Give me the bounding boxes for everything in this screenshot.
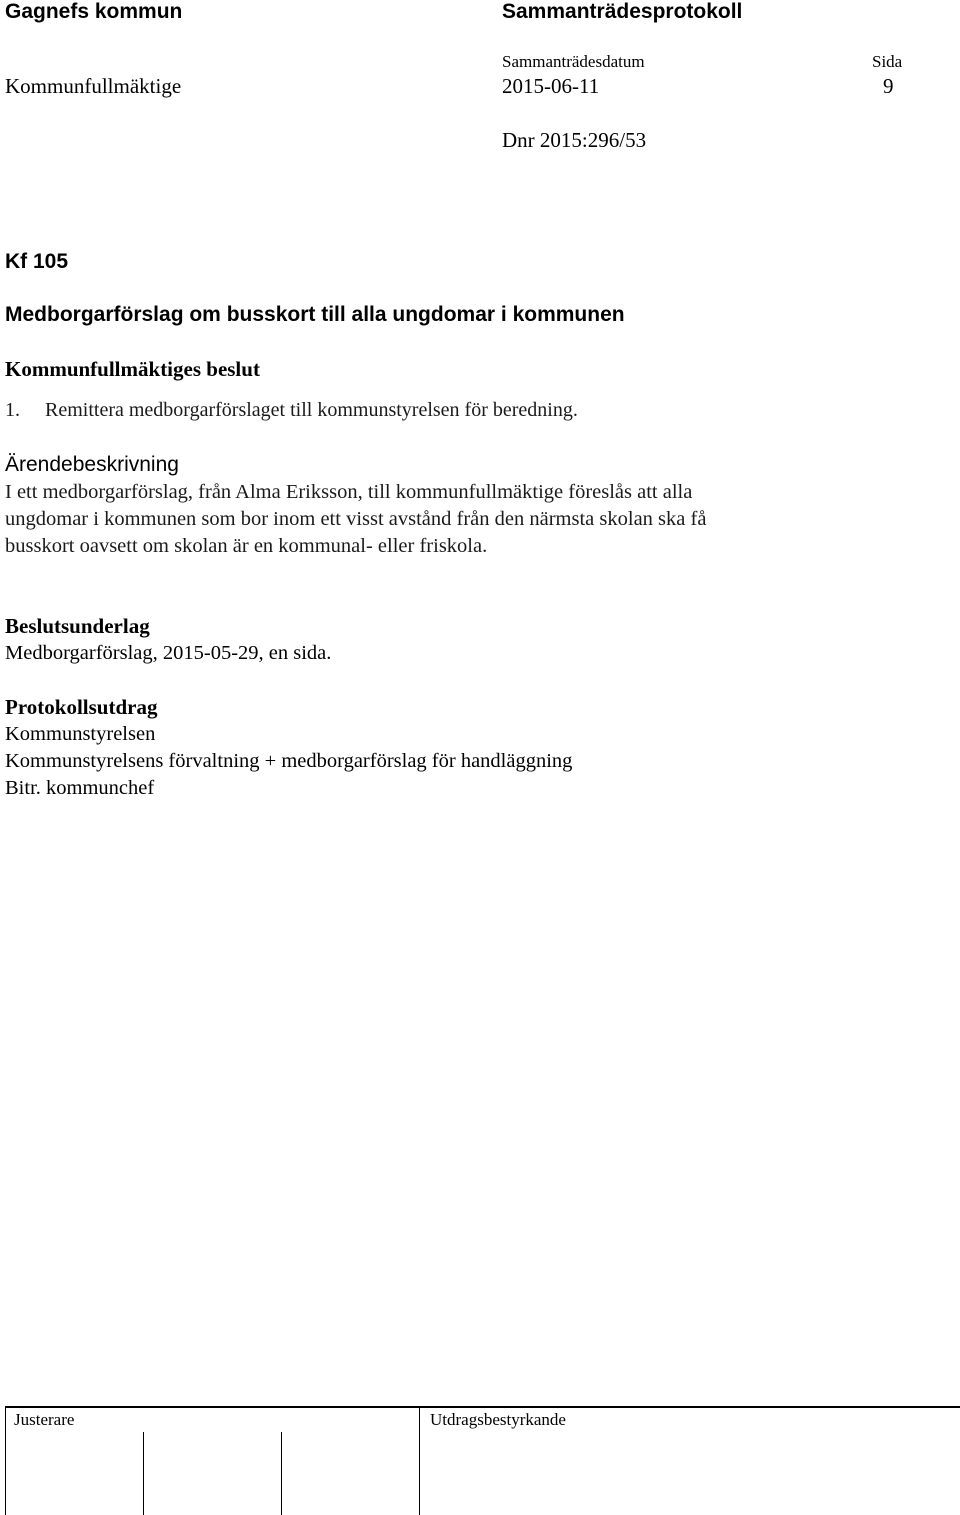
decision-item-number: 1. (5, 399, 20, 421)
basis-text: Medborgarförslag, 2015-05-29, en sida. (5, 642, 332, 664)
case-title: Medborgarförslag om busskort till alla ungdomar i kommunen (5, 303, 625, 326)
extract-heading: Protokollsutdrag (5, 695, 158, 719)
extract-recipient-list (5, 721, 572, 802)
meeting-date: 2015-06-11 (502, 74, 600, 98)
signature-box-border (5, 1406, 6, 1515)
signature-box-border (419, 1406, 420, 1515)
signature-box-border (143, 1432, 144, 1515)
page-label: Sida (872, 52, 903, 71)
footer-divider (5, 1406, 960, 1408)
page-number: 9 (883, 74, 894, 98)
basis-heading: Beslutsunderlag (5, 614, 150, 638)
decision-item (5, 399, 578, 422)
decision-heading: Kommunfullmäktiges beslut (5, 357, 260, 381)
document-type: Sammanträdesprotokoll (502, 0, 743, 23)
description-text: I ett medborgarförslag, från Alma Eriksson, till kommunfullmäktige föreslås att alla ungdomar i kommunen som bor inom ett visst avstånd från den närmsta skolan ska få busskort oavsett om skolan är en kommunal- eller friskola. (5, 481, 707, 557)
adjusters-label: Justerare (14, 1410, 75, 1429)
registration-number: Dnr 2015:296/53 (502, 128, 647, 152)
extract-recipient: Bitr. kommunchef (5, 777, 155, 799)
extract-recipient: Kommunstyrelsens förvaltning + medborgarförslag för handläggning (5, 750, 573, 772)
decision-body: Kommunfullmäktige (5, 74, 182, 98)
certification-label: Utdragsbestyrkande (430, 1410, 566, 1429)
description-heading: Ärendebeskrivning (5, 453, 179, 476)
decision-item-text: Remittera medborgarförslaget till kommunstyrelsen för beredning. (45, 399, 578, 421)
organization-name: Gagnefs kommun (5, 0, 183, 23)
meeting-date-label: Sammanträdesdatum (502, 52, 645, 71)
extract-recipient: Kommunstyrelsen (5, 723, 156, 745)
signature-box-border (281, 1432, 282, 1515)
paragraph-number: Kf 105 (5, 250, 69, 273)
